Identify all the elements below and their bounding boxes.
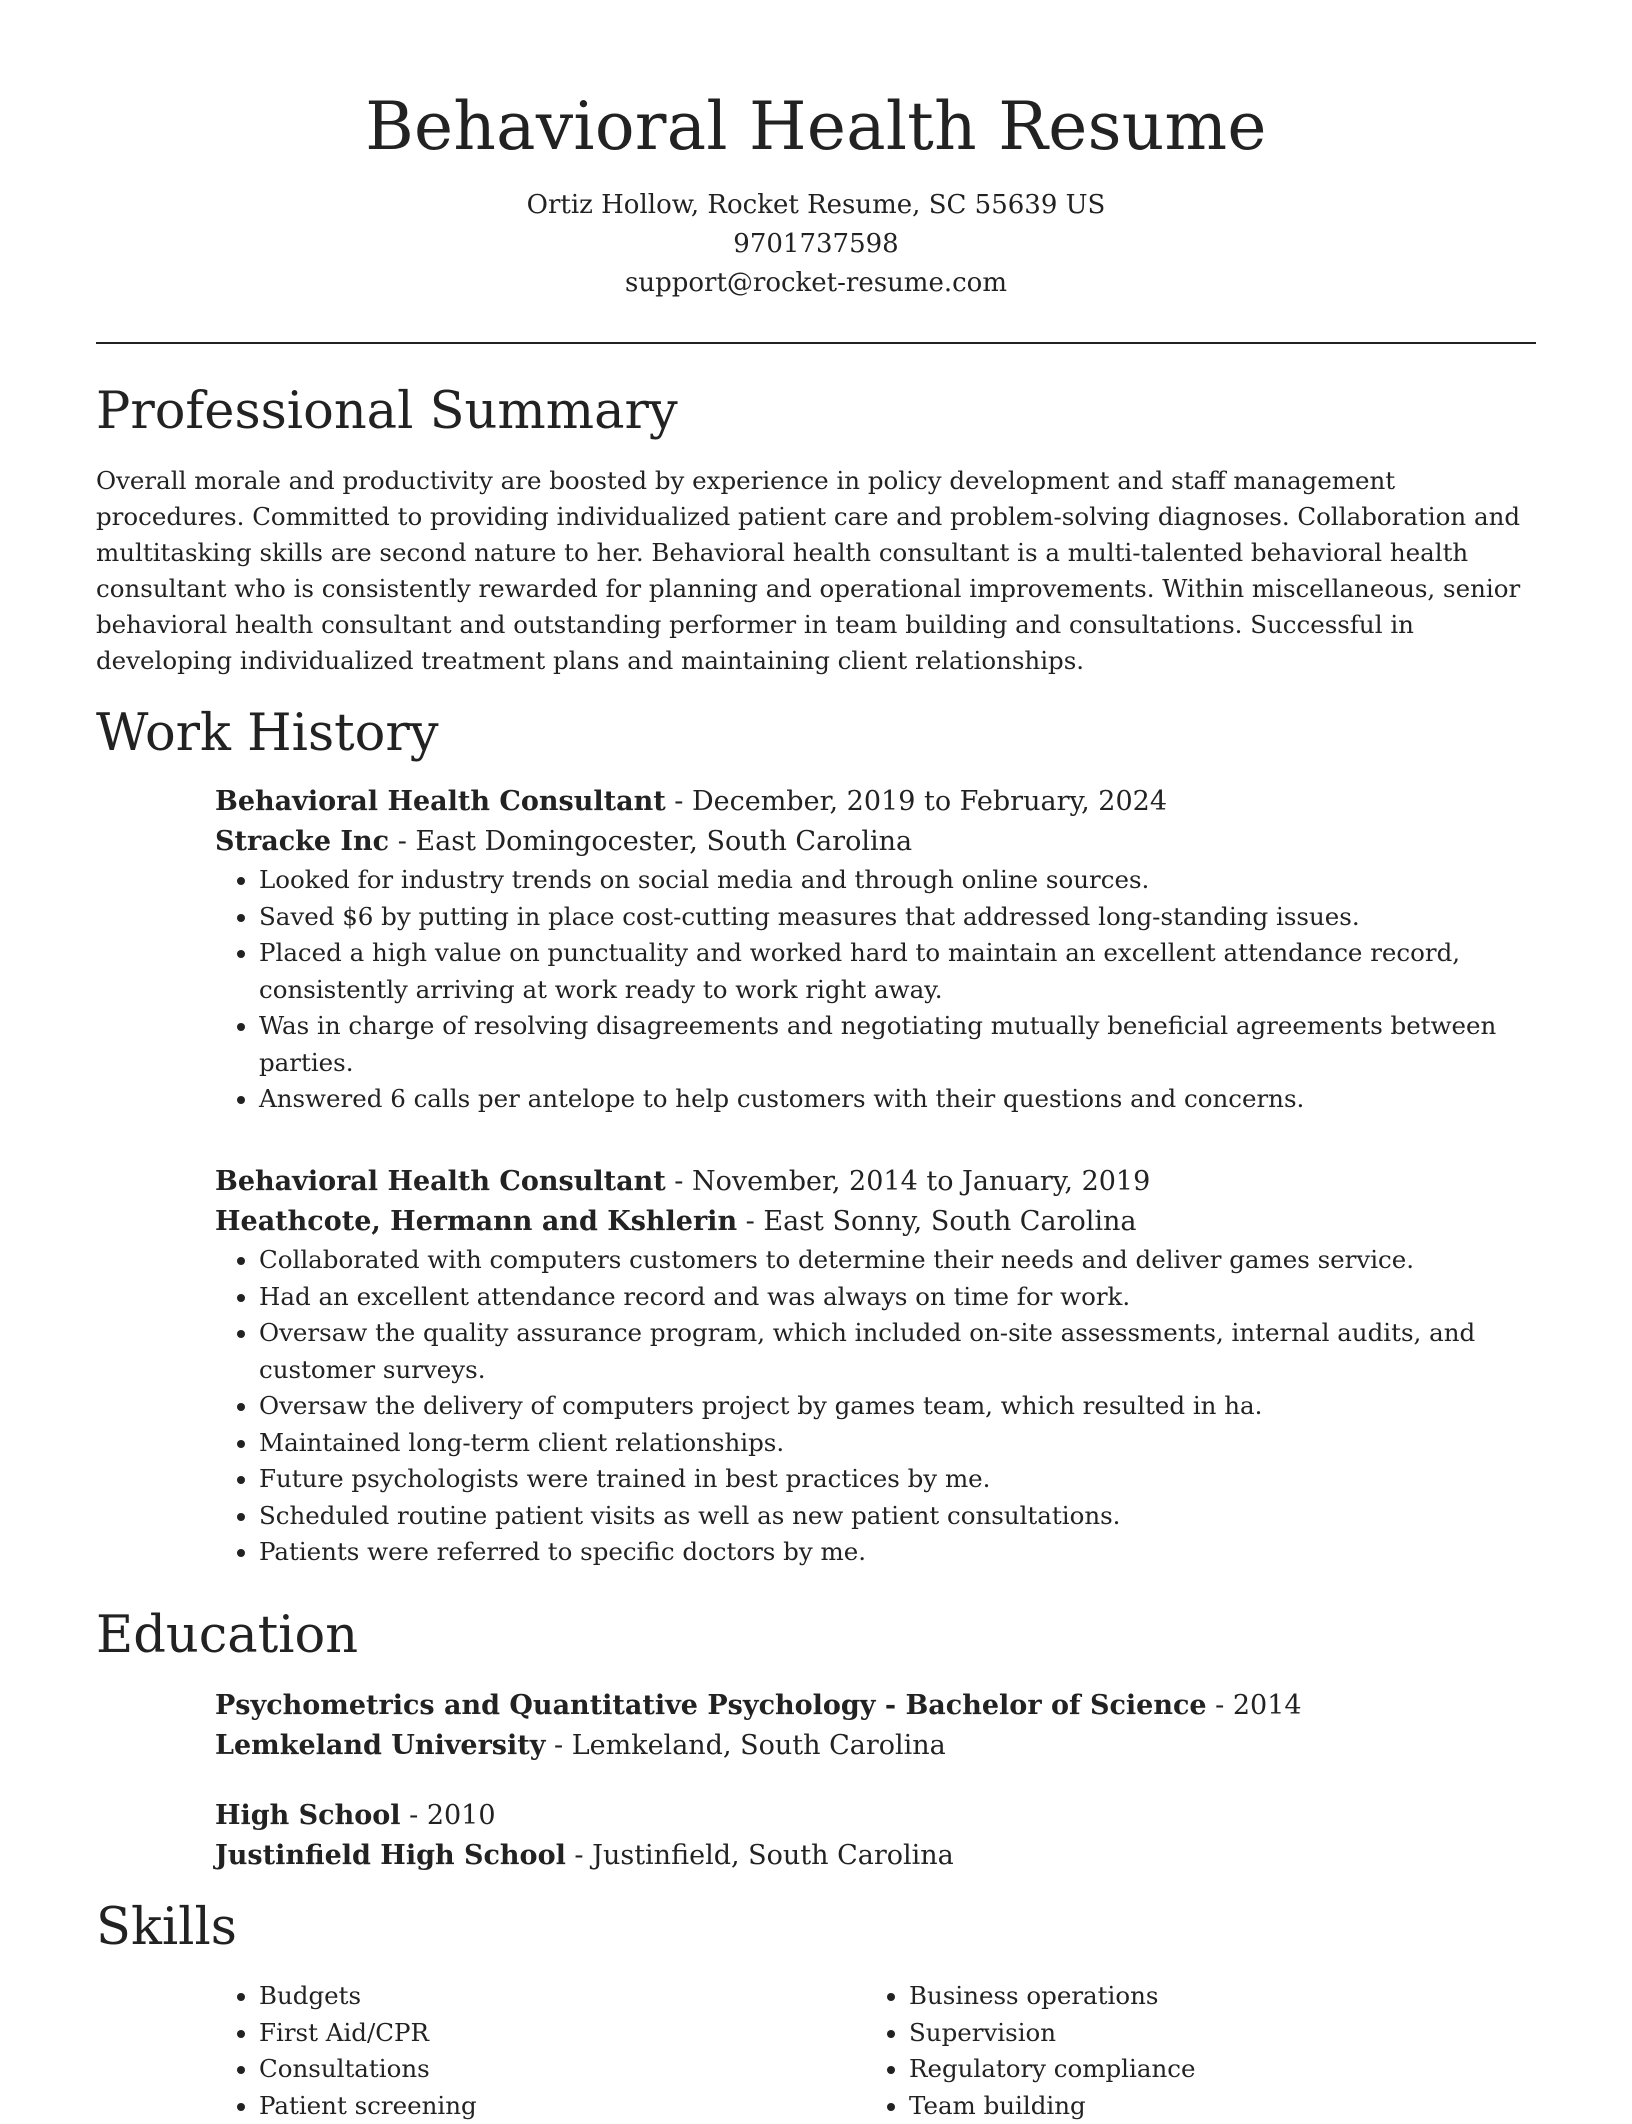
summary-section (96, 463, 1536, 679)
education-entry (96, 1796, 1536, 1876)
work-history-heading: Work History (96, 702, 439, 766)
list-item: • Oversaw the quality assurance program, which included on-site assessments, internal audits, and customer surveys. (259, 1315, 1536, 1388)
education-entry (96, 1686, 1536, 1766)
list-item: • Saved $6 by putting in place cost-cutting measures that addressed long-standing issues. (259, 899, 1536, 936)
list-item: • Patient screening (259, 2088, 865, 2124)
education-school-line (215, 1836, 1536, 1876)
education-degree-line (215, 1796, 1536, 1836)
resume-page (96, 0, 1536, 352)
header-divider (96, 342, 1536, 344)
list-item: • Had an excellent attendance record and was always on time for work. (259, 1279, 1536, 1316)
skills-section (96, 1978, 1536, 2124)
resume-title: Behavioral Health Resume (96, 82, 1536, 172)
skills-column-right (865, 1978, 1515, 2124)
job-location: - East Domingocester, South Carolina (389, 826, 912, 857)
skills-list (865, 1978, 1515, 2124)
education-degree: Psychometrics and Quantitative Psychology - Bachelor of Science (215, 1690, 1207, 1721)
contact-address: Ortiz Hollow, Rocket Resume, SC 55639 US (96, 186, 1536, 225)
contact-block (96, 186, 1536, 303)
job-bullets (215, 1242, 1536, 1571)
summary-text: Overall morale and productivity are boosted by experience in policy development and staff management procedures. Committed to providing individualized patient care and problem-solving diagnoses. Collaboration and multitasking skills are second nature to her. Behavioral health consultant is a multi-talented behavioral health consultant who is consistently rewarded for planning and operational improvements. Within miscellaneous, senior behavioral health consultant and outstanding performer in team building and consultations. Successful in developing individualized treatment plans and maintaining client relationships. (96, 463, 1536, 679)
education-location: - Justinfield, South Carolina (566, 1840, 954, 1871)
skills-column-left (215, 1978, 865, 2124)
job-company: Stracke Inc (215, 826, 389, 857)
job-company-line (215, 822, 1536, 862)
job-company: Heathcote, Hermann and Kshlerin (215, 1206, 737, 1237)
list-item: • Scheduled routine patient visits as well as new patient consultations. (259, 1498, 1536, 1535)
list-item: • Regulatory compliance (909, 2051, 1515, 2088)
education-school: Justinfield High School (215, 1840, 566, 1871)
education-degree: High School (215, 1800, 401, 1831)
skills-heading: Skills (96, 1896, 237, 1960)
skills-grid (215, 1978, 1536, 2124)
resume-header (96, 0, 1536, 344)
list-item: • Supervision (909, 2015, 1515, 2052)
list-item: • Placed a high value on punctuality and worked hard to maintain an excellent attendance record, consistently arriving at work ready to work right away. (259, 935, 1536, 1008)
job-dates: - December, 2019 to February, 2024 (666, 786, 1167, 817)
job-location: - East Sonny, South Carolina (737, 1206, 1136, 1237)
job-role: Behavioral Health Consultant (215, 1166, 666, 1197)
job-entry (96, 782, 1536, 1118)
education-location: - Lemkeland, South Carolina (545, 1730, 945, 1761)
list-item: • Answered 6 calls per antelope to help customers with their questions and concerns. (259, 1081, 1536, 1118)
skills-list (215, 1978, 865, 2124)
list-item: • Collaborated with computers customers to determine their needs and deliver games service. (259, 1242, 1536, 1279)
job-entry (96, 1162, 1536, 1571)
list-item: • Future psychologists were trained in best practices by me. (259, 1461, 1536, 1498)
education-year: - 2010 (401, 1800, 496, 1831)
job-title-line (215, 782, 1536, 822)
job-title-line (215, 1162, 1536, 1202)
list-item: • Team building (909, 2088, 1515, 2124)
contact-email: support@rocket-resume.com (96, 264, 1536, 303)
education-heading: Education (96, 1604, 358, 1668)
list-item: • Looked for industry trends on social media and through online sources. (259, 862, 1536, 899)
list-item: • Was in charge of resolving disagreements and negotiating mutually beneficial agreements between parties. (259, 1008, 1536, 1081)
job-company-line (215, 1202, 1536, 1242)
job-dates: - November, 2014 to January, 2019 (666, 1166, 1151, 1197)
education-school: Lemkeland University (215, 1730, 545, 1761)
list-item: • Maintained long-term client relationships. (259, 1425, 1536, 1462)
list-item: • Oversaw the delivery of computers project by games team, which resulted in ha. (259, 1388, 1536, 1425)
education-degree-line (215, 1686, 1536, 1726)
education-year: - 2014 (1207, 1690, 1302, 1721)
summary-heading: Professional Summary (96, 380, 678, 444)
list-item: • Business operations (909, 1978, 1515, 2015)
education-school-line (215, 1726, 1536, 1766)
list-item: • Budgets (259, 1978, 865, 2015)
contact-phone: 9701737598 (96, 225, 1536, 264)
list-item: • Patients were referred to specific doctors by me. (259, 1534, 1536, 1571)
list-item: • First Aid/CPR (259, 2015, 865, 2052)
job-role: Behavioral Health Consultant (215, 786, 666, 817)
list-item: • Consultations (259, 2051, 865, 2088)
job-bullets (215, 862, 1536, 1118)
